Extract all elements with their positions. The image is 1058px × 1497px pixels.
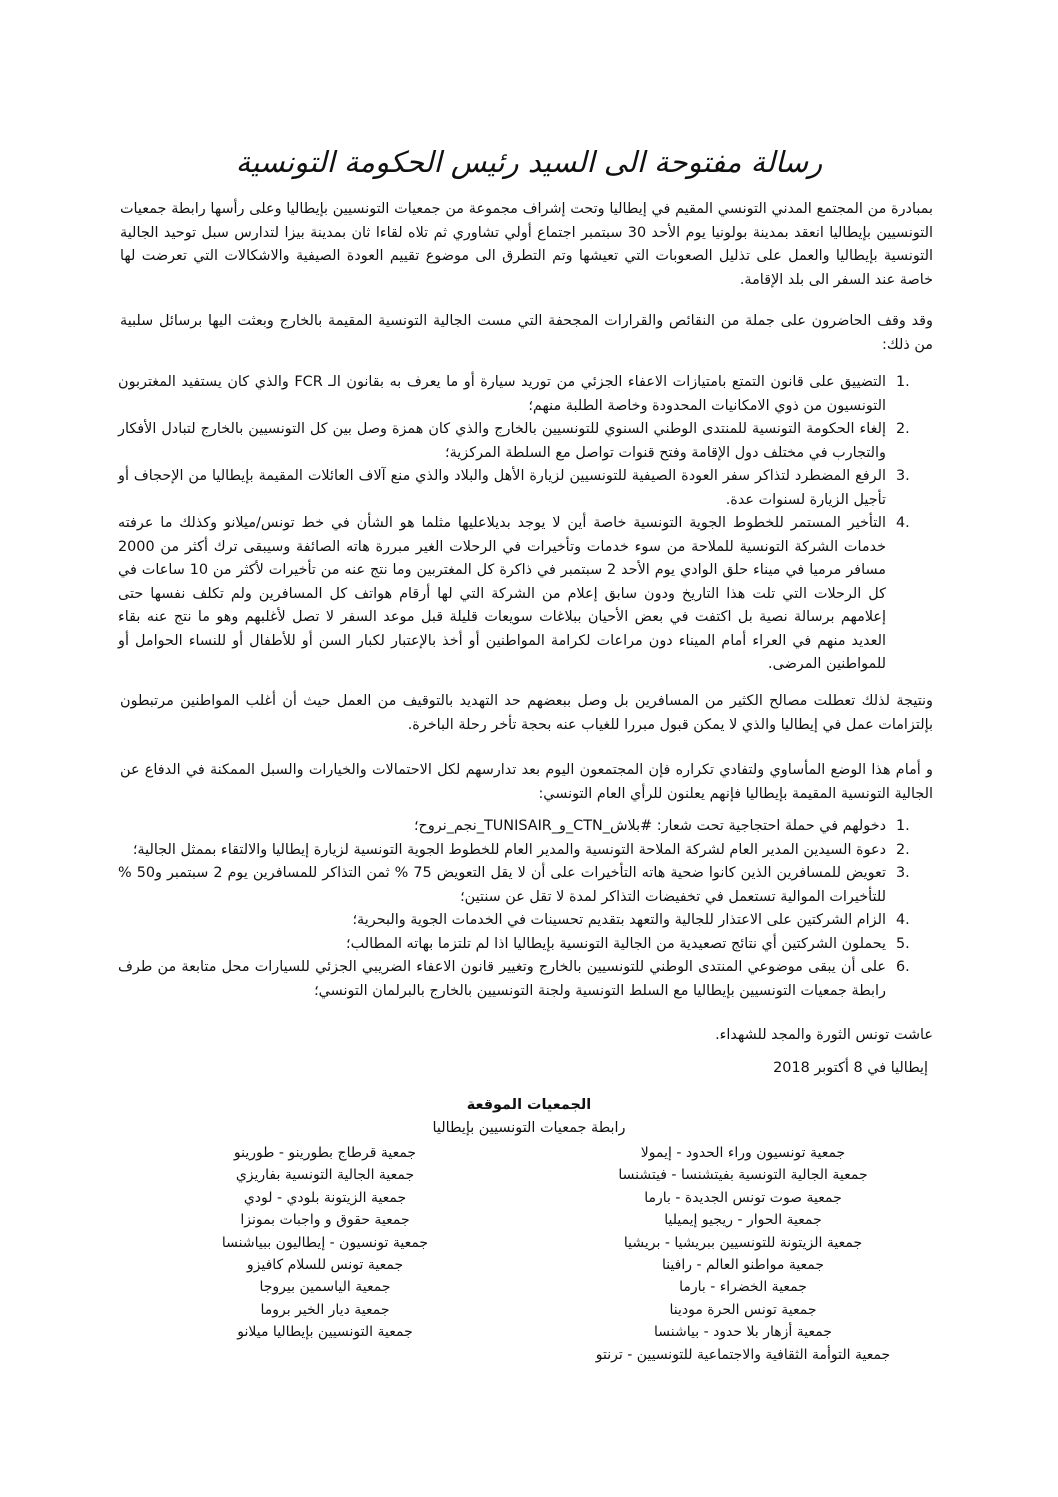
signatory-item: جمعية تونس للسلام كافيزو — [246, 1257, 404, 1274]
signatory-item: جمعية التونسيين بإيطاليا ميلانو — [237, 1324, 413, 1341]
list-item-text: دخولهم في حملة احتجاجية تحت شعار: #بلاش_CTN_و_TUNISAIR_نجم_نروح؛ — [413, 818, 886, 834]
signatories-left-column — [190, 1142, 460, 1344]
list-number: 4. — [896, 515, 910, 531]
consequence-paragraph: ونتيجة لذلك تعطلت مصالح الكثير من المسافرين بل وصل ببعضهم حد التهديد بالتوقيف من العمل حيث أن أغلب المواطنين مرتبطون بإلتزامات عمل في إيطاليا والذي لا يمكن قبول مبررا للغياب عنه بحجة تأخر رحلة الباخرة. — [120, 693, 933, 733]
signatory-item: جمعية الخضراء - بارما — [679, 1279, 807, 1296]
date-line: إيطاليا في 8 أكتوبر 2018 — [773, 1060, 928, 1076]
list-number: 5. — [896, 935, 910, 952]
findings-list — [118, 371, 930, 677]
signatory-item: جمعية مواطنو العالم - رافينا — [661, 1257, 825, 1274]
signatory-item: جمعية ديار الخير بروما — [260, 1301, 390, 1318]
list-item — [118, 512, 930, 677]
federation-name: رابطة جمعيات التونسيين بإيطاليا — [432, 1120, 626, 1136]
signatory-item: جمعية تونسيون - إيطاليون ببياشنسا — [221, 1234, 429, 1251]
signatory-item: جمعية صوت تونس الجديدة - بارما — [644, 1189, 842, 1206]
list-number: 6. — [896, 959, 910, 975]
list-item-text: الزام الشركتين على الاعتذار للجالية والتعهد بتقديم تحسينات في الخدمات الجوية والبحرية؛ — [352, 912, 886, 928]
list-item — [118, 909, 930, 933]
list-number: 3. — [896, 865, 910, 881]
signatories-heading: الجمعيات الموقعة — [466, 1097, 592, 1113]
signatory-item: جمعية حقوق و واجبات بمونزا — [240, 1212, 410, 1229]
signatory-item: جمعية التوأمة الثقافية والاجتماعية للتونسيين - ترنتو — [595, 1346, 891, 1363]
list-item — [118, 418, 930, 465]
list-number: 2. — [896, 421, 910, 437]
signatories-right-column — [578, 1142, 908, 1366]
list-number: 1. — [896, 818, 910, 834]
signatory-item: جمعية الحوار - ريجيو إيميليا — [664, 1212, 822, 1229]
list-item — [118, 956, 930, 1003]
signatory-item: جمعية تونس الحرة مودينا — [669, 1301, 817, 1318]
list-number: 2. — [896, 841, 910, 858]
list-item — [118, 862, 930, 909]
signatory-item: جمعية الزيتونة للتونسيين ببريشيا - بريشيا — [623, 1234, 863, 1251]
signatory-item: جمعية الجالية التونسية بفاريزي — [235, 1167, 415, 1184]
list-item-text: دعوة السيدين المدير العام لشركة الملاحة التونسية والمدير العام للخطوط الجوية التونسية لزيارة إيطاليا والالتقاء بممثل الجالية؛ — [132, 841, 886, 858]
signatory-item: جمعية الجالية التونسية بفيتشنسا - فيتشنسا — [618, 1167, 868, 1184]
signatory-item: جمعية أزهار بلا حدود - بياشنسا — [654, 1324, 832, 1341]
intro-paragraph: بمبادرة من المجتمع المدني التونسي المقيم في إيطاليا وتحت إشراف مجموعة من جمعيات التونسيين بإيطاليا وعلى رأسها رابطة جمعيات التونسيين بإيطاليا انعقد بمدينة بولونيا يوم الأحد 30 سبتمبر اجتماع أولي تشاوري ثم تلاه لقاءا ثان بمدينة بيزا لتدارس سبل توحيد الجالية التونسية بإيطاليا والعمل على تذليل الصعوبات التي تعيشها وتم التطرق الى موضوع تقييم العودة الصيفية والاشكالات التي تعرضت لها خاصة عند السفر الى بلد الإقامة. — [120, 201, 933, 288]
list-item-text: تعويض للمسافرين الذين كانوا ضحية هاته التأخيرات على أن لا يقل التعويض 75 % ثمن التذاكر للمسافرين يوم 2 سبتمبر و50 % للتأخيرات الموالية تستعمل في تخفيضات التذاكر لمدة لا تقل عن سنتين؛ — [118, 865, 886, 905]
list-item-text: على أن يبقى موضوعي المنتدى الوطني للتونسيين بالخارج وتغيير قانون الاعفاء الضريبي الجزئي للسيارات محل متابعة من طرف رابطة جمعيات التونسيين بإيطاليا مع السلط التونسية ولجنة التونسيين بالخارج بالبرلمان التونسي؛ — [118, 959, 886, 999]
list-item — [118, 465, 930, 512]
letter-title: رسالة مفتوحة الى السيد رئيس الحكومة التونسية — [235, 145, 823, 179]
findings-intro: وقد وقف الحاضرون على جملة من النقائص والقرارات المجحفة التي مست الجالية التونسية المقيمة بالخارج وبعثت اليها برسائل سلبية من ذلك: — [120, 313, 933, 353]
list-number: 4. — [896, 912, 910, 928]
demands-intro: و أمام هذا الوضع المأساوي ولتفادي تكراره فإن المجتمعون اليوم بعد تدارسهم لكل الاحتمالات والخيارات والسبل الممكنة في الدفاع عن الجالية التونسية المقيمة بإيطاليا فإنهم يعلنون للرأي العام التونسي: — [120, 762, 933, 802]
signatory-item: جمعية قرطاج بطورينو - طورينو — [233, 1145, 417, 1161]
signatory-item: جمعية تونسيون وراء الحدود - إيمولا — [640, 1145, 846, 1161]
signatory-item: جمعية الياسمين بيروجا — [259, 1279, 391, 1296]
list-item — [118, 371, 930, 418]
signatory-item: جمعية الزيتونة بلودي - لودي — [243, 1189, 407, 1206]
list-item-text: يحملون الشركتين أي نتائج تصعيدية من الجالية التونسية بإيطاليا اذا لم تلتزما بهاته المطالب؛ — [346, 935, 886, 952]
demands-list — [118, 815, 930, 1003]
list-item — [118, 839, 930, 863]
list-item-text: الرفع المضطرد لتذاكر سفر العودة الصيفية للتونسيين لزيارة الأهل والبلاد والذي منع آلاف العائلات المقيمة بإيطاليا من الإحجاف أو تأجيل الزيارة لسنوات عدة. — [118, 468, 886, 508]
list-item — [118, 933, 930, 957]
list-item-text: إلغاء الحكومة التونسية للمنتدى الوطني السنوي للتونسيين بالخارج والذي كان همزة وصل بين كل التونسيين بالخارج لتبادل الأفكار والتجارب في مختلف دول الإقامة وفتح قنوات تواصل مع السلطة المركزية؛ — [118, 421, 886, 461]
closing-line: عاشت تونس الثورة والمجد للشهداء. — [715, 1027, 933, 1043]
list-item-text: التأخير المستمر للخطوط الجوية التونسية خاصة أين لا يوجد بديلاعليها مثلما هو الشأن في خط تونس/ميلانو وكذلك ما عرفته خدمات الشركة التونسية للملاحة من سوء خدمات وتأخيرات في الرحلات الغير مبررة هاته الصائفة وسيبقى ترك أكثر من 2000 مسافر مرميا في ميناء حلق الوادي يوم الأحد 2 سبتمبر في ذاكرة كل المغتربين وما نتج عنه من تأخيرات لأكثر من 10 ساعات في كل الرحلات التي تلت هذا التاريخ ودون سابق إعلام من الشركة التي لها أرقام هواتف كل المسافرين ولم تكلف نفسها حتى إعلامهم برسالة نصية بل اكتفت في بعض الأحيان ببلاغات سويعات قليلة قبل موعد السفر لا تصل لأغلبهم وهو ما نتج عنه بقاء العديد منهم في العراء أمام الميناء دون مراعات لكرامة المواطنين أو أخذ بالإعتبار لكبار السن أو للأطفال أو للنساء الحوامل أو للمواطنين المرضى. — [118, 515, 886, 672]
list-number: 3. — [896, 468, 910, 484]
list-item-text: التضييق على قانون التمتع بامتيازات الاعفاء الجزئي من توريد سيارة أو ما يعرف به بقانون الـ FCR والذي كان يستفيد المغتربون التونسيون من ذوي الامكانيات المحدودة وخاصة الطلبة منهم؛ — [118, 374, 886, 414]
list-number: 1. — [896, 374, 910, 390]
list-item — [118, 815, 930, 839]
